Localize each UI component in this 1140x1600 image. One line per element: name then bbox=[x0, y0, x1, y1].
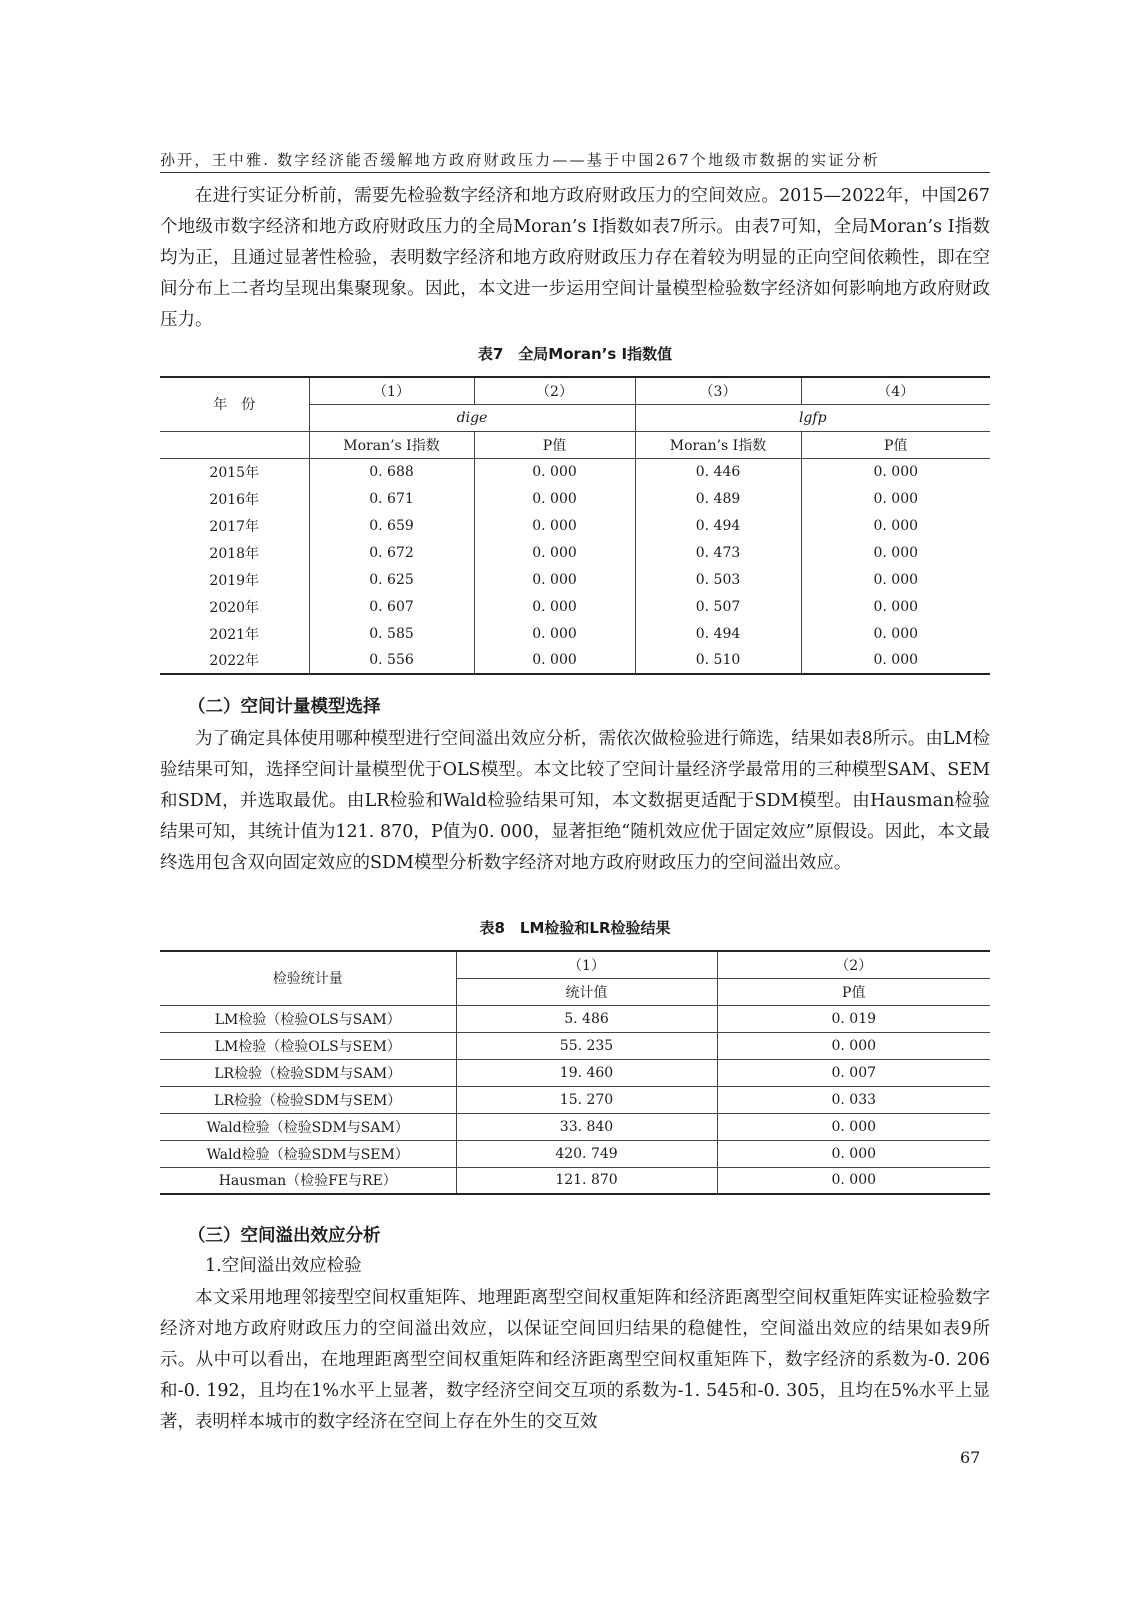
section2-paragraph: 为了确定具体使用哪种模型进行空间溢出效应分析，需依次做检验进行筛选，结果如表8所示。由LM检验结果可知，选择空间计量模型优于OLS模型。本文比较了空间计量经济学最常用的三种模型SAM、SEM和SDM，并选取最优。由LR检验和Wald检验结果可知，本文数据更适配于SDM模型。由Hausman检验结果可知，其统计值为121. 870，P值为0. 000，显著拒绝“随机效应优于固定效应”原假设。因此，本文最终选用包含双向固定效应的SDM模型分析数字经济对地方政府财政压力的空间溢出效应。 bbox=[160, 729, 990, 873]
value-cell: 33. 840 bbox=[456, 1113, 717, 1140]
table7-col-num: （1） bbox=[309, 377, 474, 404]
value-cell: 0. 585 bbox=[309, 620, 474, 647]
value-cell: 0. 625 bbox=[309, 566, 474, 593]
year-cell: 2020年 bbox=[209, 599, 260, 616]
value-cell: 0. 671 bbox=[309, 485, 474, 512]
value-cell: 0. 000 bbox=[474, 512, 635, 539]
value-cell: 0. 000 bbox=[801, 566, 990, 593]
value-cell: 0. 000 bbox=[801, 458, 990, 485]
year-cell: 2016年 bbox=[209, 491, 260, 508]
table7-title: 表7 全局Moran’s I指数值 bbox=[477, 345, 673, 363]
table-row bbox=[160, 1113, 990, 1140]
label-cell: LR检验（检验SDM与SAM） bbox=[160, 1059, 456, 1086]
running-head: 孙开，王中雅. 数字经济能否缓解地方政府财政压力——基于中国267个地级市数据的实证分析 bbox=[160, 151, 880, 169]
value-cell: 0. 000 bbox=[474, 620, 635, 647]
table8-title: 表8 LM检验和LR检验结果 bbox=[479, 919, 671, 937]
page-number: 67 bbox=[960, 1448, 981, 1467]
year-cell: 2015年 bbox=[209, 464, 260, 481]
value-cell: 0. 000 bbox=[474, 485, 635, 512]
table-row bbox=[160, 620, 990, 647]
value-cell: 0. 000 bbox=[801, 647, 990, 674]
table7-col-num: （4） bbox=[801, 377, 990, 404]
value-cell: 0. 659 bbox=[309, 512, 474, 539]
table-row bbox=[160, 1086, 990, 1113]
section3-paragraph: 本文采用地理邻接型空间权重矩阵、地理距离型空间权重矩阵和经济距离型空间权重矩阵实证检验数字经济对地方政府财政压力的空间溢出效应，以保证空间回归结果的稳健性，空间溢出效应的结果如表9所示。从中可以看出，在地理距离型空间权重矩阵和经济距离型空间权重矩阵下，数字经济的系数为-0. 206和-0. 192，且均在1%水平上显著，数字经济空间交互项的系数为-1. 545和-0. 305，且均在5%水平上显著，表明样本城市的数字经济在空间上存在外生的交互效 bbox=[160, 1288, 990, 1432]
value-cell: 0. 507 bbox=[635, 593, 801, 620]
table7-year-spacer bbox=[160, 431, 309, 458]
table7-subheader: P值 bbox=[801, 431, 990, 458]
value-cell: 0. 000 bbox=[474, 458, 635, 485]
label-cell: LM检验（检验OLS与SEM） bbox=[160, 1032, 456, 1059]
year-cell: 2022年 bbox=[209, 653, 260, 669]
value-cell: 0. 019 bbox=[717, 1005, 990, 1032]
value-cell: 0. 000 bbox=[801, 620, 990, 647]
value-cell: 0. 446 bbox=[635, 458, 801, 485]
value-cell: 0. 672 bbox=[309, 539, 474, 566]
value-cell: 0. 503 bbox=[635, 566, 801, 593]
year-cell: 2019年 bbox=[209, 572, 260, 589]
table7 bbox=[160, 376, 990, 675]
value-cell: 0. 494 bbox=[635, 620, 801, 647]
table8-col-num: （2） bbox=[717, 951, 990, 978]
table-row bbox=[160, 458, 990, 485]
value-cell: 0. 000 bbox=[717, 1032, 990, 1059]
table8-subheader: 统计值 bbox=[456, 978, 717, 1005]
table-row bbox=[160, 485, 990, 512]
table7-var-lgfp: lgfp bbox=[635, 404, 990, 431]
table-row bbox=[160, 593, 990, 620]
value-cell: 0. 000 bbox=[474, 593, 635, 620]
value-cell: 19. 460 bbox=[456, 1059, 717, 1086]
table-row bbox=[160, 1059, 990, 1086]
table8 bbox=[160, 950, 990, 1195]
value-cell: 0. 688 bbox=[309, 458, 474, 485]
year-cell: 2017年 bbox=[209, 518, 260, 535]
label-cell: LR检验（检验SDM与SEM） bbox=[160, 1086, 456, 1113]
table-row bbox=[160, 1140, 990, 1167]
label-cell: Wald检验（检验SDM与SAM） bbox=[160, 1113, 456, 1140]
value-cell: 0. 489 bbox=[635, 485, 801, 512]
table7-year-header: 年 份 bbox=[160, 377, 309, 431]
value-cell: 420. 749 bbox=[456, 1140, 717, 1167]
label-cell: LM检验（检验OLS与SAM） bbox=[160, 1005, 456, 1032]
table7-var-dige: dige bbox=[309, 404, 635, 431]
value-cell: 0. 000 bbox=[801, 512, 990, 539]
value-cell: 0. 000 bbox=[801, 593, 990, 620]
table-row bbox=[160, 647, 990, 674]
value-cell: 0. 607 bbox=[309, 593, 474, 620]
year-cell: 2018年 bbox=[209, 545, 260, 562]
intro-paragraph: 在进行实证分析前，需要先检验数字经济和地方政府财政压力的空间效应。2015—2022年，中国267个地级市数字经济和地方政府财政压力的全局Moran’s I指数如表7所示。由表7可知，全局Moran’s I指数均为正，且通过显著性检验，表明数字经济和地方政府财政压力存在着较为明显的正向空间依赖性，即在空间分布上二者均呈现出集聚现象。因此，本文进一步运用空间计量模型检验数字经济如何影响地方政府财政压力。 bbox=[160, 186, 990, 330]
value-cell: 15. 270 bbox=[456, 1086, 717, 1113]
value-cell: 0. 000 bbox=[717, 1167, 990, 1194]
table-row bbox=[160, 539, 990, 566]
value-cell: 0. 000 bbox=[717, 1113, 990, 1140]
value-cell: 0. 033 bbox=[717, 1086, 990, 1113]
section-heading-2: （二）空间计量模型选择 bbox=[188, 697, 381, 717]
year-cell: 2021年 bbox=[209, 626, 260, 643]
value-cell: 0. 473 bbox=[635, 539, 801, 566]
value-cell: 0. 000 bbox=[801, 485, 990, 512]
table8-subheader: P值 bbox=[717, 978, 990, 1005]
subsection-heading: 1.空间溢出效应检验 bbox=[205, 1256, 362, 1276]
label-cell: Wald检验（检验SDM与SEM） bbox=[160, 1140, 456, 1167]
table-row bbox=[160, 1005, 990, 1032]
value-cell: 0. 007 bbox=[717, 1059, 990, 1086]
value-cell: 0. 510 bbox=[635, 647, 801, 674]
table7-subheader: P值 bbox=[474, 431, 635, 458]
table7-subheader: Moran’s I指数 bbox=[635, 431, 801, 458]
table7-col-num: （2） bbox=[474, 377, 635, 404]
value-cell: 5. 486 bbox=[456, 1005, 717, 1032]
value-cell: 0. 000 bbox=[801, 539, 990, 566]
header-rule bbox=[160, 172, 990, 173]
value-cell: 0. 000 bbox=[474, 566, 635, 593]
table8-col-num: （1） bbox=[456, 951, 717, 978]
label-cell: Hausman（检验FE与RE） bbox=[218, 1173, 397, 1190]
table-row bbox=[160, 1032, 990, 1059]
value-cell: 121. 870 bbox=[456, 1167, 717, 1194]
table-row bbox=[160, 566, 990, 593]
table7-col-num: （3） bbox=[635, 377, 801, 404]
section-heading-3: （三）空间溢出效应分析 bbox=[188, 1226, 381, 1246]
value-cell: 0. 000 bbox=[717, 1140, 990, 1167]
table7-subheader: Moran’s I指数 bbox=[309, 431, 474, 458]
table8-stat-header: 检验统计量 bbox=[160, 951, 456, 1005]
value-cell: 0. 556 bbox=[309, 647, 474, 674]
value-cell: 55. 235 bbox=[456, 1032, 717, 1059]
value-cell: 0. 000 bbox=[474, 647, 635, 674]
value-cell: 0. 494 bbox=[635, 512, 801, 539]
table-row bbox=[160, 512, 990, 539]
value-cell: 0. 000 bbox=[474, 539, 635, 566]
table-row bbox=[160, 1167, 990, 1194]
